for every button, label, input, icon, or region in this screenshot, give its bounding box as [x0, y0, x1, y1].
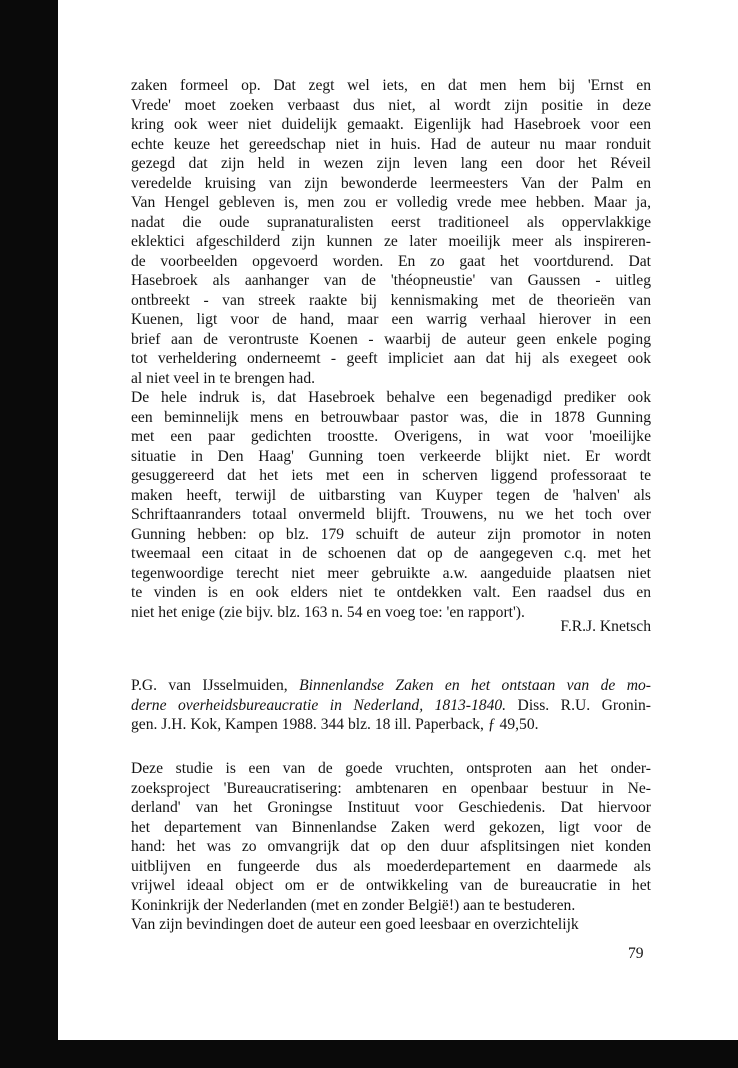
text-line: De hele indruk is, dat Hasebroek behalve een begenadigd prediker ook [131, 389, 651, 406]
text-line: Kuenen, ligt voor de hand, maar een warrig verhaal hierover in een [131, 311, 651, 328]
scan-border-bottom [0, 1040, 738, 1068]
text-line: Van Hengel gebleven is, men zou er volledig vrede mee hebben. Maar ja, [131, 194, 651, 211]
text-line: tweemaal een citaat in de schoenen dat op de aangegeven c.q. met het [131, 545, 651, 562]
text-line: Deze studie is een van de goede vruchten, ontsproten aan het onder- [131, 760, 651, 777]
text-line: hand: het was zo omvangrijk dat op den duur afsplitsingen niet konden [131, 838, 651, 855]
text-line: de voorbeelden opgevoerd worden. En zo gaat het voortdurend. Dat [131, 252, 651, 270]
text-line: kring ook weer niet duidelijk gemaakt. Eigenlijk had Hasebroek voor een [131, 116, 651, 133]
text-line: al niet veel in te brengen had. [131, 369, 316, 387]
review-heading [131, 676, 651, 735]
text-line: gezegd dat zijn held in wezen zijn leven lang een door het Réveil [131, 155, 651, 172]
text-line: zaken formeel op. Dat zegt wel iets, en dat men hem bij 'Ernst en [131, 77, 651, 94]
book-title-part-2: derne overheidsbureaucratie in Nederland, 1813-1840. [131, 696, 507, 714]
text-line: niet het enige (zie bijv. blz. 163 n. 54 en voeg toe: 'en rapport'). [131, 603, 525, 621]
first-review-text [131, 76, 651, 622]
book-author: P.G. van IJsselmuiden, [131, 677, 300, 694]
text-line: eklektici afgeschilderd zijn kunnen ze later moeilijk meer als inspireren- [131, 233, 651, 250]
text-line: Gunning hebben: op blz. 179 schuift de auteur zijn promotor in noten [131, 525, 651, 543]
text-line: gesuggereerd dat het iets met een in scherven liggend professoraat te [131, 467, 651, 484]
text-line: Hasebroek als aanhanger van de 'théopneustie' van Gaussen - uitleg [131, 272, 651, 289]
book-publication-info: Diss. R.U. Gronin- [506, 696, 651, 714]
text-line: situatie in Den Haag' Gunning toen verkeerde blijkt niet. Er wordt [131, 447, 651, 465]
text-line: Vrede' moet zoeken verbaast dus niet, al wordt zijn positie in deze [131, 96, 651, 114]
page-text [131, 76, 651, 933]
reviewer-signature: F.R.J. Knetsch [560, 618, 651, 635]
text-line: echte keuze het gereedschap niet in huis. Had de auteur nu maar ronduit [131, 135, 651, 153]
text-line: veredelde kruising van zijn bewonderde leermeesters Van der Palm en [131, 174, 651, 192]
text-line: ontbreekt - van streek raakte bij kennismaking met de theorieën van [131, 291, 651, 309]
text-line: nadat die oude supranaturalisten eerst traditioneel als oppervlakkige [131, 213, 651, 231]
heading-line-2 [131, 696, 651, 716]
text-line: het departement van Binnenlandse Zaken werd gekozen, ligt voor de [131, 818, 651, 836]
heading-line-3: gen. J.H. Kok, Kampen 1988. 344 blz. 18 ill. Paperback, ƒ 49,50. [131, 716, 539, 733]
second-review-text [131, 759, 651, 935]
text-line: maken heeft, terwijl de uitbarsting van Kuyper tegen de 'halven' als [131, 486, 651, 504]
text-line: Schriftaanranders totaal onvermeld blijft. Trouwens, nu we het toch over [131, 506, 651, 523]
text-line: tot verheldering onderneemt - geeft impliciet aan dat hij als exegeet ook [131, 350, 651, 367]
text-line: uitblijven en fungeerde dus als moederdepartement en daarmede als [131, 857, 651, 875]
text-line: vrijwel ideaal object om er de ontwikkeling van de bureaucratie in het [131, 877, 651, 894]
text-line: te vinden is en ook elders niet te ontdekken valt. Een raadsel dus en [131, 584, 651, 601]
text-line: brief aan de verontruste Koenen - waarbij de auteur geen enkele poging [131, 330, 651, 348]
text-line: derland' van het Groningse Instituut voor Geschiedenis. Dat hiervoor [131, 799, 651, 816]
heading-line-1 [131, 676, 651, 696]
scan-border-left [0, 0, 58, 1068]
text-line: tegenwoordige terecht niet meer gebruikte a.w. aangeduide plaatsen niet [131, 564, 651, 582]
book-title-part-1: Binnenlandse Zaken en het ontstaan van de mo- [299, 677, 651, 694]
text-line: Van zijn bevindingen doet de auteur een goed leesbaar en overzichtelijk [131, 916, 579, 933]
text-line: zoeksproject 'Bureaucratisering: ambtenaren en openbaar bestuur in Ne- [131, 779, 651, 797]
text-line: Koninkrijk der Nederlanden (met en zonder België!) aan te bestuderen. [131, 896, 576, 914]
text-line: een beminnelijk mens en betrouwbaar pastor was, die in 1878 Gunning [131, 408, 651, 426]
page-number: 79 [628, 945, 644, 962]
text-line: met een paar gedichten troostte. Overigens, in wat voor 'moeilijke [131, 428, 651, 445]
